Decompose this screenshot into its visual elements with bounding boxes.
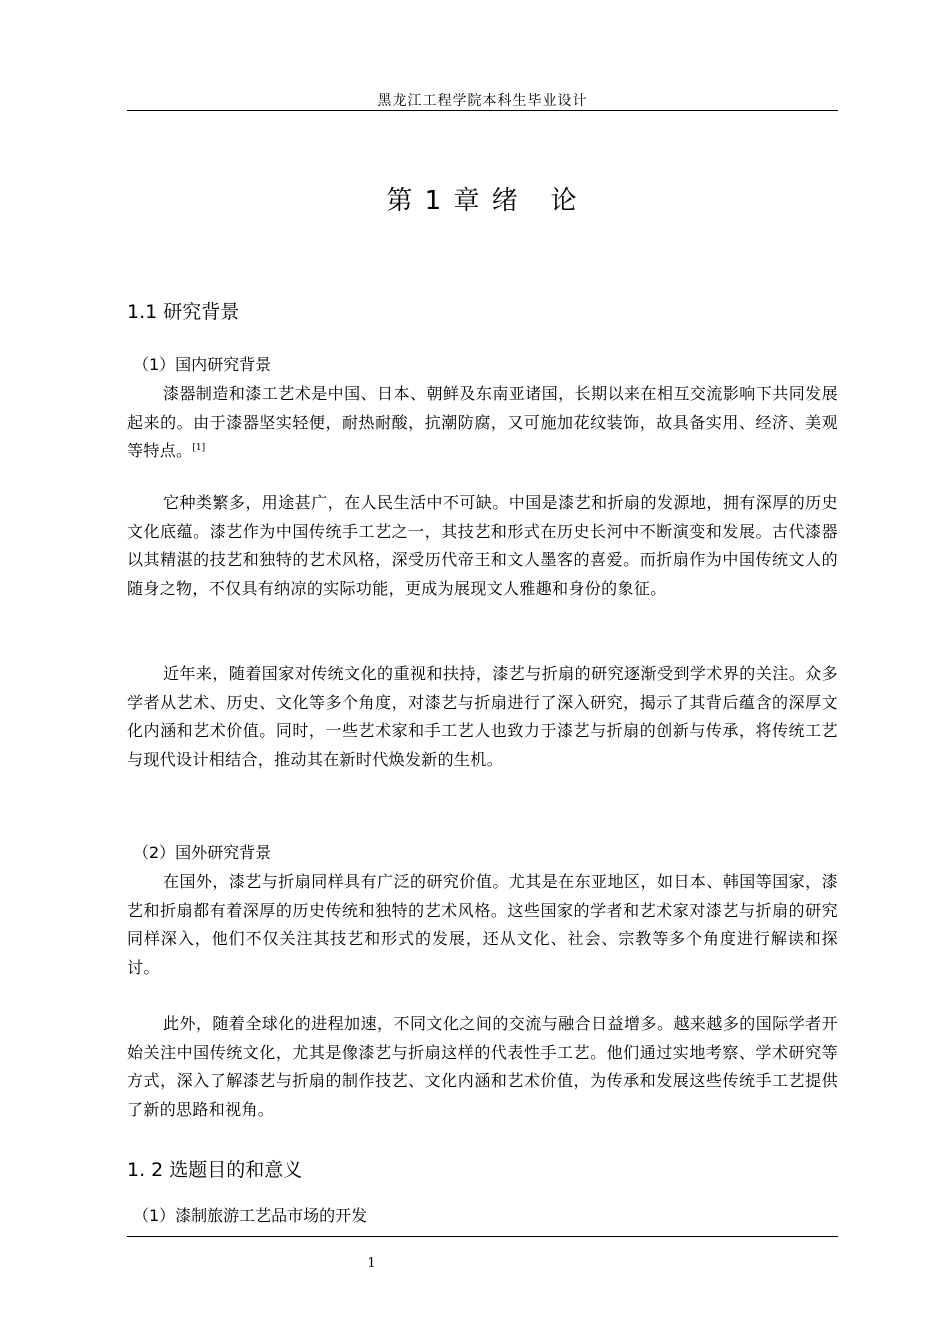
- footer-rule: [127, 1236, 838, 1237]
- chapter-title: 第 1 章 绪 论: [386, 186, 579, 216]
- subsection-heading-market: （1）漆制旅游工艺品市场的开发: [133, 1206, 368, 1225]
- subsection-heading-domestic: （1）国内研究背景: [133, 355, 272, 374]
- page-number: 1: [367, 1256, 376, 1271]
- subsection-heading-foreign: （2）国外研究背景: [133, 843, 272, 862]
- paragraph-foreign-1: 在国外，漆艺与折扇同样具有广泛的研究价值。尤其是在东亚地区，如日本、韩国等国家，漆艺和折扇都有着深厚的历史传统和独特的艺术风格。这些国家的学者和艺术家对漆艺与折扇的研究同样深入，他们不仅关注其技艺和形式的发展，还从文化、社会、宗教等多个角度进行解读和探讨。: [127, 872, 838, 977]
- citation-marker: [1]: [192, 443, 206, 454]
- paragraph-domestic-2: 它种类繁多，用途甚广，在人民生活中不可缺。中国是漆艺和折扇的发源地，拥有深厚的历史文化底蕴。漆艺作为中国传统手工艺之一，其技艺和形式在历史长河中不断演变和发展。古代漆器以其精湛的技艺和独特的艺术风格，深受历代帝王和文人墨客的喜爱。而折扇作为中国传统文人的随身之物，不仅具有纳凉的实际功能，更成为展现文人雅趣和身份的象征。: [127, 493, 838, 598]
- page-header: 黑龙江工程学院本科生毕业设计: [377, 93, 588, 109]
- paragraph-domestic-3: 近年来，随着国家对传统文化的重视和扶持，漆艺与折扇的研究逐渐受到学术界的关注。众多学者从艺术、历史、文化等多个角度，对漆艺与折扇进行了深入研究，揭示了其背后蕴含的深厚文化内涵和艺术价值。同时，一些艺术家和手工艺人也致力于漆艺与折扇的创新与传承，将传统工艺与现代设计相结合，推动其在新时代焕发新的生机。: [127, 664, 838, 769]
- paragraph-text: 漆器制造和漆工艺术是中国、日本、朝鲜及东南亚诸国，长期以来在相互交流影响下共同发展起来的。由于漆器坚实轻便，耐热耐酸，抗潮防腐，又可施加花纹装饰，故具备实用、经济、美观等特点。: [127, 384, 838, 461]
- paragraph-foreign-2: 此外，随着全球化的进程加速，不同文化之间的交流与融合日益增多。越来越多的国际学者开始关注中国传统文化，尤其是像漆艺与折扇这样的代表性手工艺。他们通过实地考察、学术研究等方式，深入了解漆艺与折扇的制作技艺、文化内涵和艺术价值，为传承和发展这些传统手工艺提供了新的思路和视角。: [127, 1014, 838, 1119]
- section-heading-1-1: 1.1 研究背景: [127, 301, 240, 323]
- paragraph-domestic-1: [127, 380, 838, 466]
- section-heading-1-2: 1. 2 选题目的和意义: [127, 1159, 303, 1181]
- header-rule: [127, 110, 838, 111]
